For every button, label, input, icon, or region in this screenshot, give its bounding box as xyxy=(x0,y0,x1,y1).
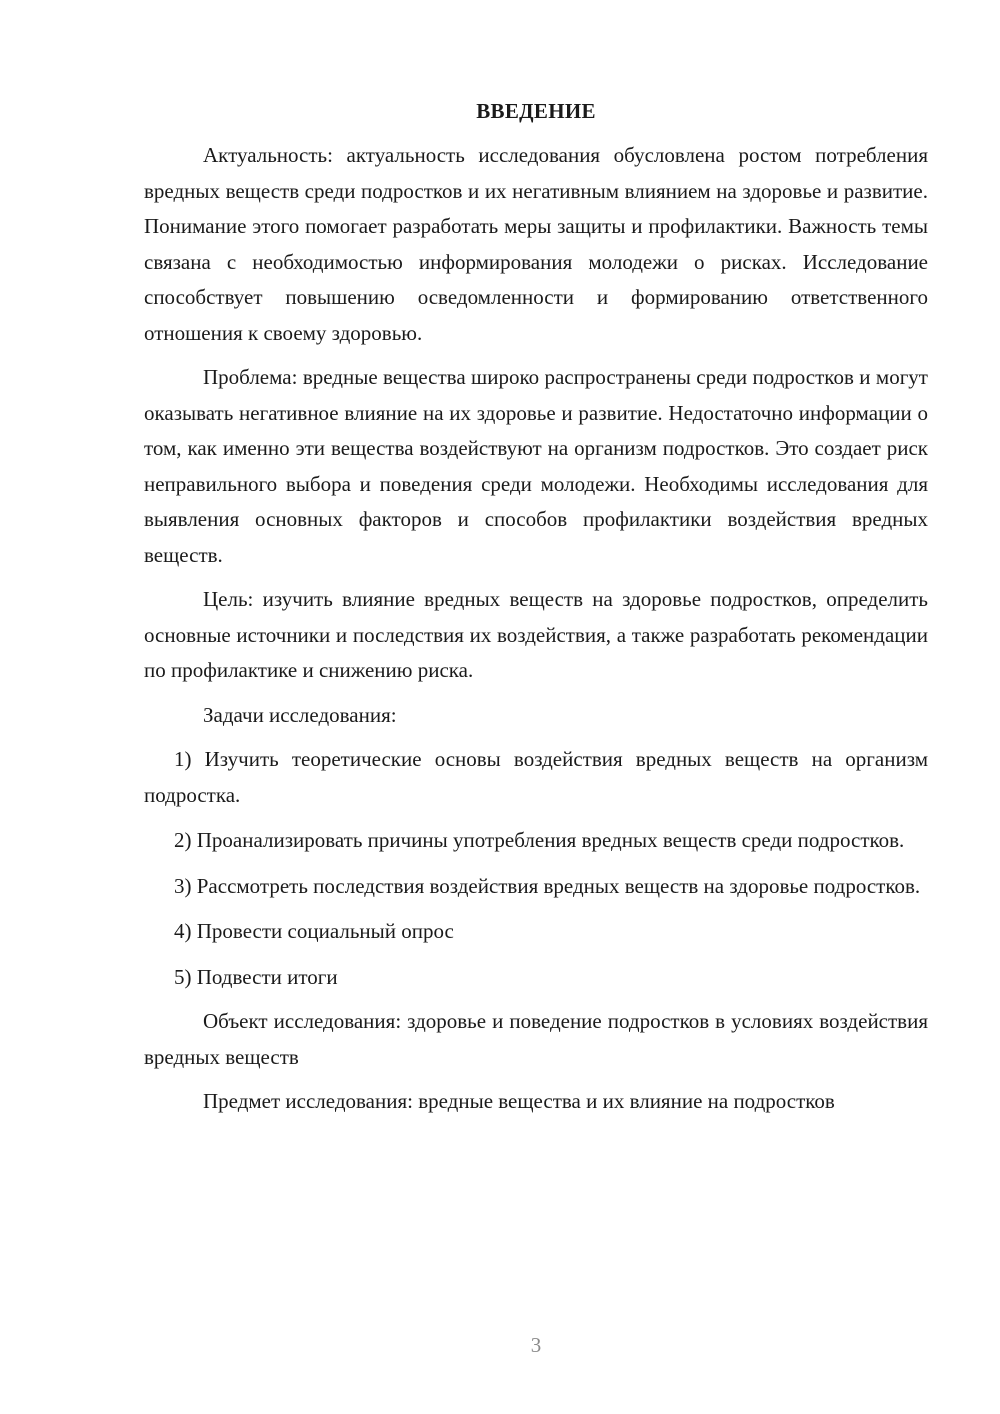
problem-paragraph: Проблема: вредные вещества широко распространены среди подростков и могут оказывать негативное влияние на их здоровье и развитие. Недостаточно информации о том, как именно эти вещества воздействуют на организм подростков. Это создает риск неправильного выбора и поведения среди молодежи. Необходимы исследования для выявления основных факторов и способов профилактики воздействия вредных веществ. xyxy=(144,365,928,567)
page-number: 3 xyxy=(530,1333,542,1357)
task-item-1: 1) Изучить теоретические основы воздействия вредных веществ на организм подростка. xyxy=(144,747,928,807)
task-item-4: 4) Провести социальный опрос xyxy=(174,919,454,943)
task-item-5: 5) Подвести итоги xyxy=(174,964,338,989)
goal-paragraph: Цель: изучить влияние вредных веществ на здоровье подростков, определить основные источники и последствия их воздействия, а также разработать рекомендации по профилактике и снижению риска. xyxy=(144,587,928,682)
document-page xyxy=(144,96,928,1120)
section-title: ВВЕДЕНИЕ xyxy=(476,99,596,123)
relevance-paragraph: Актуальность: актуальность исследования обусловлена ростом потребления вредных веществ среди подростков и их негативным влиянием на здоровье и развитие. Понимание этого помогает разработать меры защиты и профилактики. Важность темы связана с необходимостью информирования молодежи о рисках. Исследование способствует повышению осведомленности и формированию ответственного отношения к своему здоровью. xyxy=(144,143,928,345)
task-item-3: 3) Рассмотреть последствия воздействия вредных веществ на здоровье подростков. xyxy=(174,873,921,898)
object-paragraph: Объект исследования: здоровье и поведение подростков в условиях воздействия вредных веществ xyxy=(144,1009,928,1069)
tasks-heading: Задачи исследования: xyxy=(203,702,397,727)
subject-paragraph: Предмет исследования: вредные вещества и их влияние на подростков xyxy=(203,1089,835,1113)
task-item-2: 2) Проанализировать причины употребления вредных веществ среди подростков. xyxy=(174,828,905,852)
